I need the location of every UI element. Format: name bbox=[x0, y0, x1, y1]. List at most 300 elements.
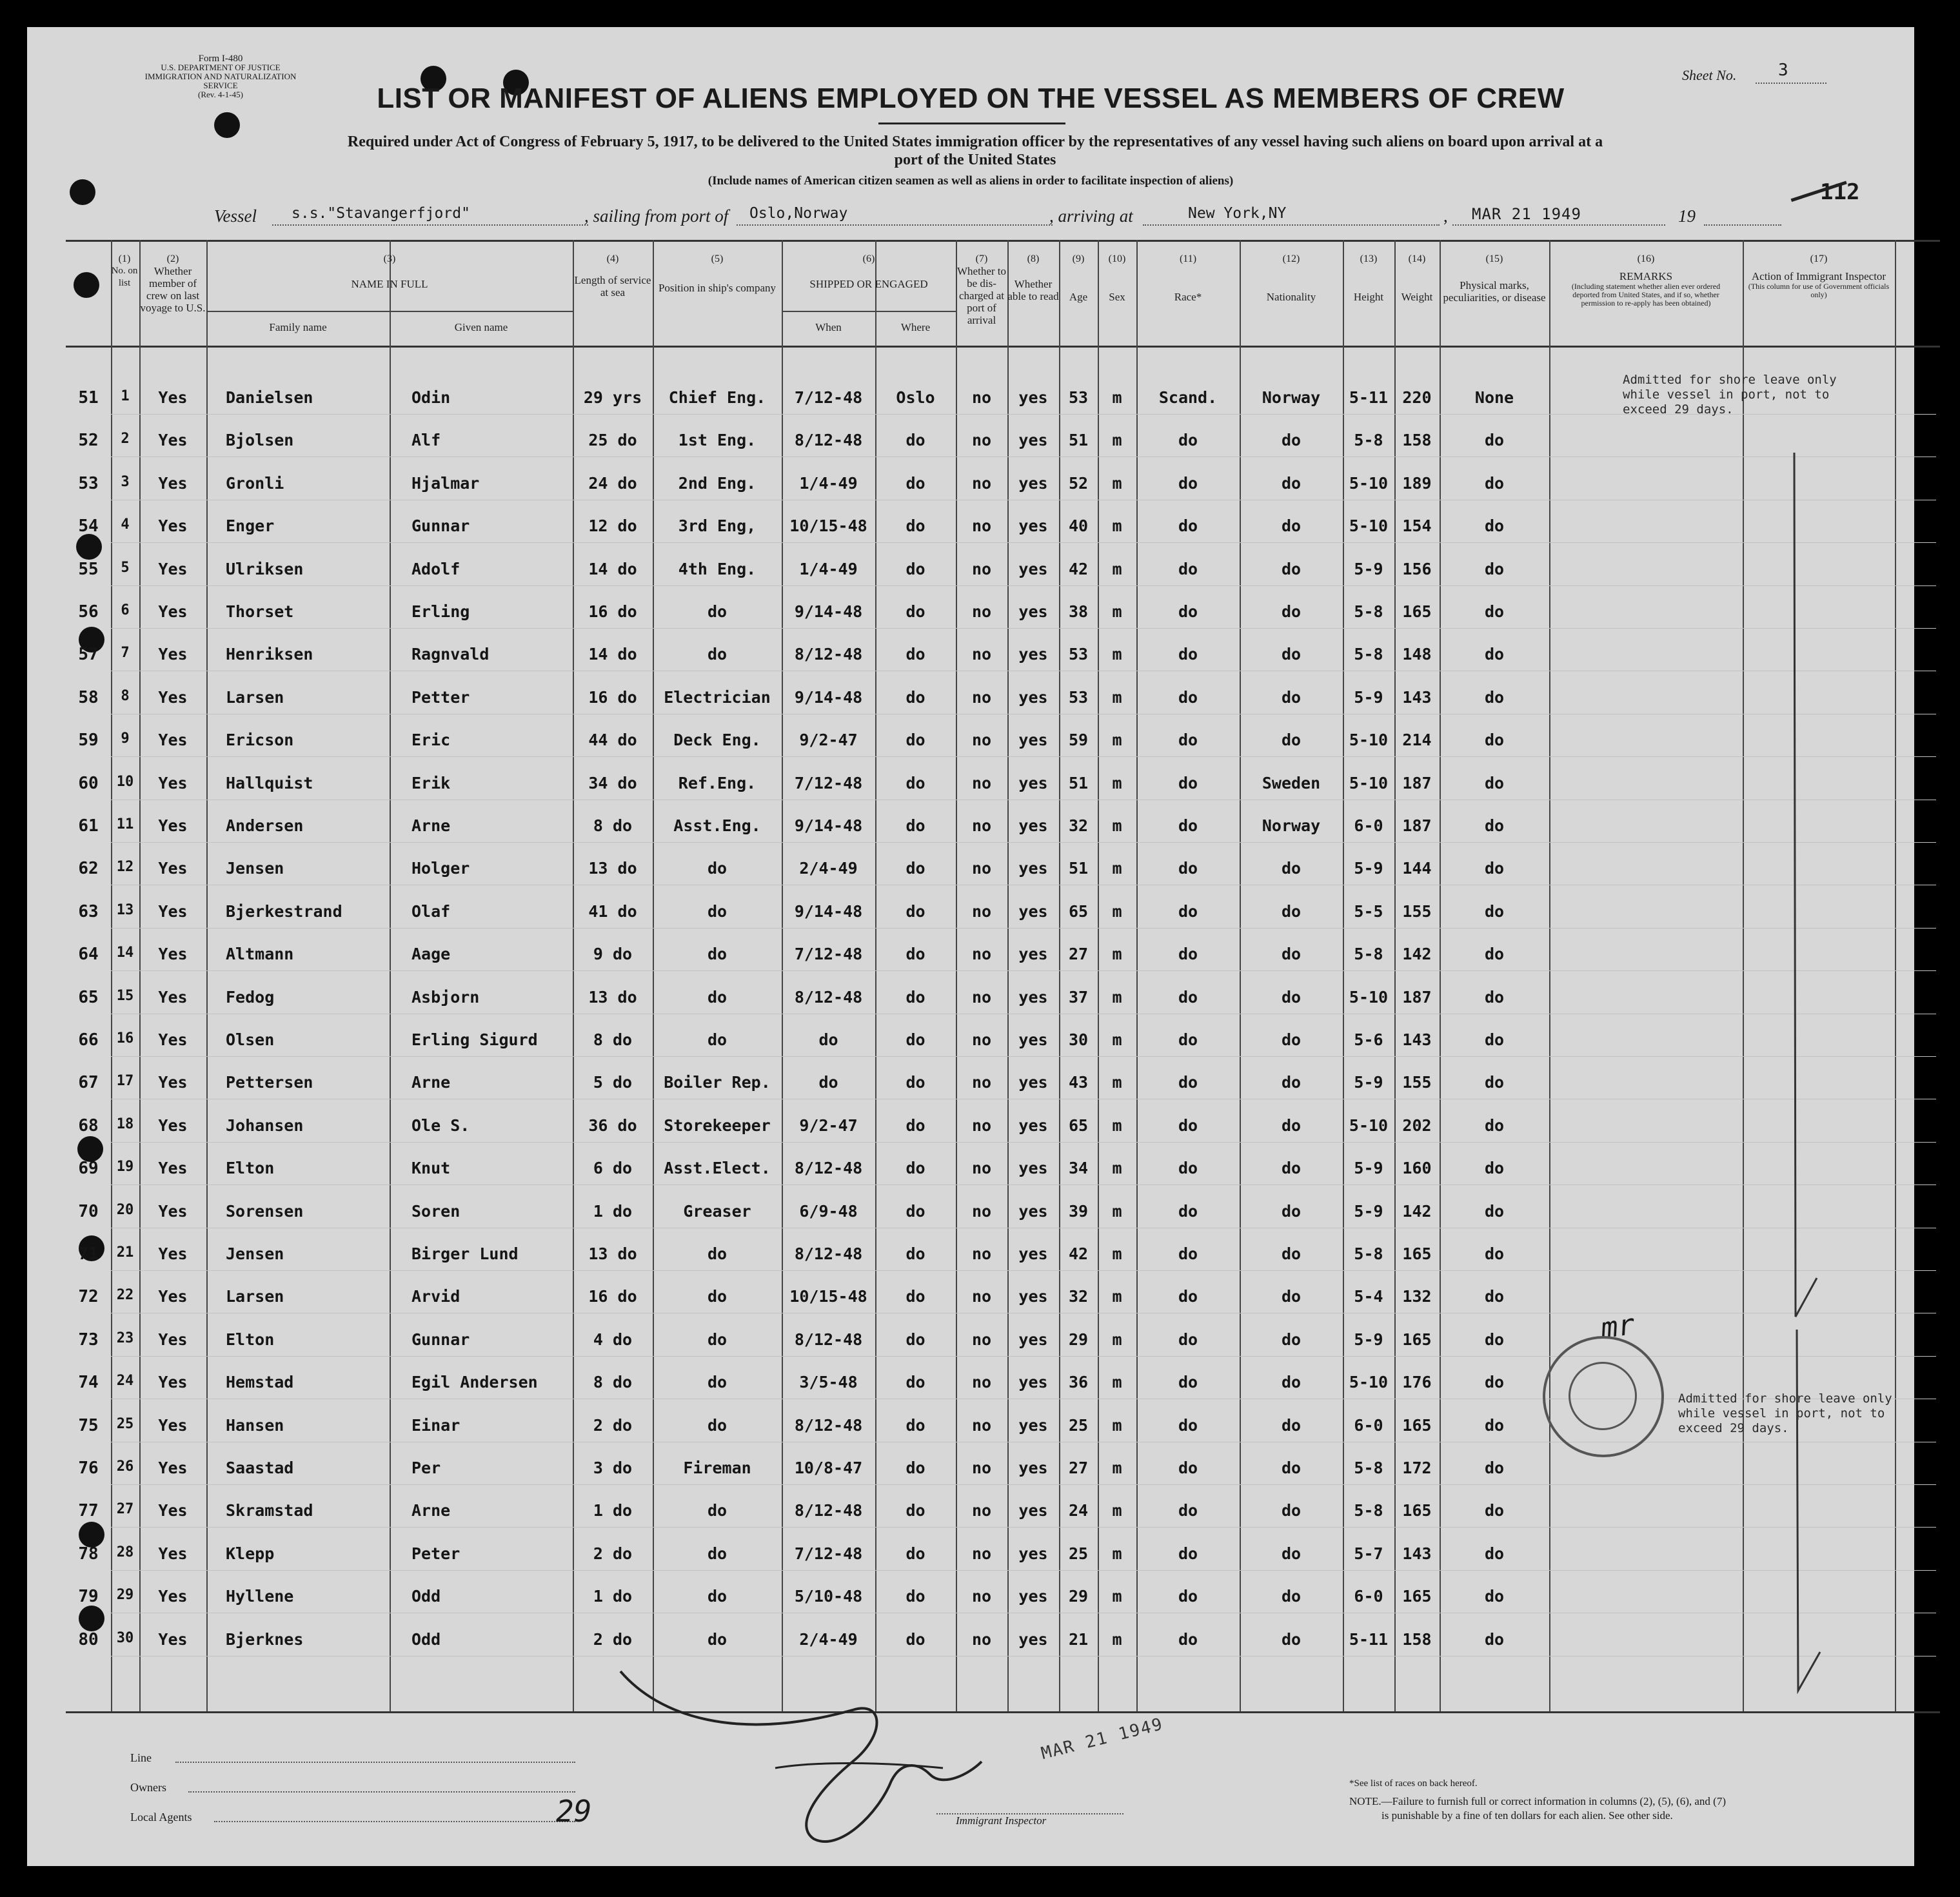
comma: , bbox=[1443, 206, 1448, 226]
cell-nat: do bbox=[1281, 731, 1302, 749]
cell-position: Storekeeper bbox=[664, 1116, 771, 1135]
col-14-label: Weight bbox=[1401, 291, 1433, 303]
cell-height: 5-9 bbox=[1354, 688, 1383, 707]
vessel-line bbox=[272, 224, 588, 226]
cell-nat: Sweden bbox=[1262, 774, 1321, 792]
col-16-number: (16) bbox=[1637, 253, 1655, 264]
cell-line: 54 bbox=[78, 516, 99, 536]
cell-age: 29 bbox=[1068, 1587, 1089, 1606]
cell-nat: do bbox=[1281, 431, 1302, 449]
cell-sex: m bbox=[1112, 945, 1122, 963]
column-divider bbox=[1743, 240, 1744, 1711]
cell-height: 5-8 bbox=[1354, 1244, 1383, 1263]
cell-age: 51 bbox=[1068, 774, 1089, 792]
cell-service: 44 do bbox=[588, 731, 637, 749]
row-rule bbox=[111, 1142, 1936, 1143]
cell-given: Birger Lund bbox=[411, 1244, 519, 1263]
cell-marks: do bbox=[1484, 902, 1505, 921]
col-6-number: (6) bbox=[862, 253, 875, 264]
punch-hole-decoration bbox=[74, 272, 99, 298]
arrival-date-stamp: MAR 21 1949 bbox=[1472, 205, 1581, 223]
cell-marks: do bbox=[1484, 1330, 1505, 1349]
cell-race: do bbox=[1178, 1416, 1198, 1435]
cell-weight: 165 bbox=[1402, 602, 1432, 621]
cell-given: Alf bbox=[411, 431, 441, 449]
col-7-header bbox=[956, 253, 1007, 326]
cell-service: 41 do bbox=[588, 902, 637, 921]
col-11-header bbox=[1136, 253, 1240, 303]
col-15-label: Physical marks, peculiarities, or disease bbox=[1443, 279, 1546, 304]
cell-position: 1st Eng. bbox=[678, 431, 757, 449]
cell-line: 64 bbox=[78, 945, 99, 964]
cell-sex: m bbox=[1112, 1030, 1122, 1049]
remarks-top-line-2: while vessel in port, not to bbox=[1623, 388, 1830, 402]
cell-service: 2 do bbox=[593, 1630, 633, 1649]
cell-sex: m bbox=[1112, 560, 1122, 578]
inspector-check-lines bbox=[1768, 414, 1872, 1704]
cell-nat: do bbox=[1281, 688, 1302, 707]
remarks-top bbox=[1623, 373, 1837, 417]
cell-disch: no bbox=[971, 774, 992, 792]
cell-line: 77 bbox=[78, 1501, 99, 1520]
cell-line: 65 bbox=[78, 988, 99, 1007]
footer-agents-field bbox=[214, 1821, 575, 1822]
cell-line: 63 bbox=[78, 902, 99, 921]
cell-sex: m bbox=[1112, 431, 1122, 449]
cell-sex: m bbox=[1112, 988, 1122, 1007]
cell-height: 5-6 bbox=[1354, 1030, 1383, 1049]
cell-given: Gunnar bbox=[411, 1330, 470, 1349]
cell-when: 8/12-48 bbox=[794, 1330, 863, 1349]
cell-sex: m bbox=[1112, 474, 1122, 493]
cell-sex: m bbox=[1112, 1373, 1122, 1391]
cell-line: 70 bbox=[78, 1202, 99, 1221]
cell-line: 59 bbox=[78, 731, 99, 750]
cell-service: 34 do bbox=[588, 774, 637, 792]
cell-nat: do bbox=[1281, 988, 1302, 1007]
cell-disch: no bbox=[971, 688, 992, 707]
cell-nat: Norway bbox=[1262, 388, 1321, 407]
cell-last: Yes bbox=[158, 516, 188, 535]
cell-read: yes bbox=[1018, 1287, 1048, 1306]
cell-when: 9/2-47 bbox=[799, 1116, 858, 1135]
cell-line: 53 bbox=[78, 474, 99, 493]
cell-age: 21 bbox=[1068, 1630, 1089, 1649]
cell-weight: 160 bbox=[1402, 1159, 1432, 1177]
cell-line: 79 bbox=[78, 1587, 99, 1606]
cell-last: Yes bbox=[158, 774, 188, 792]
cell-read: yes bbox=[1018, 945, 1048, 963]
cell-given: Egil Andersen bbox=[411, 1373, 538, 1391]
cell-race: do bbox=[1178, 516, 1198, 535]
cell-family: Hemstad bbox=[226, 1373, 294, 1391]
cell-last: Yes bbox=[158, 602, 188, 621]
col-8-number: (8) bbox=[1027, 253, 1040, 264]
cell-given: Adolf bbox=[411, 560, 460, 578]
cell-race: do bbox=[1178, 1330, 1198, 1349]
cell-nat: do bbox=[1281, 1501, 1302, 1520]
cell-weight: 132 bbox=[1402, 1287, 1432, 1306]
cell-service: 36 do bbox=[588, 1116, 637, 1135]
cell-read: yes bbox=[1018, 1202, 1048, 1221]
column-divider bbox=[1240, 240, 1241, 1711]
row-rule bbox=[111, 970, 1936, 971]
cell-when: 7/12-48 bbox=[794, 945, 863, 963]
cell-where: do bbox=[906, 774, 926, 792]
punch-hole-decoration bbox=[76, 534, 102, 560]
row-rule bbox=[111, 1527, 1936, 1528]
punch-hole-decoration bbox=[79, 1606, 104, 1631]
cell-disch: no bbox=[971, 431, 992, 449]
cell-marks: do bbox=[1484, 731, 1505, 749]
cell-line: 76 bbox=[78, 1459, 99, 1478]
col-9-header bbox=[1059, 253, 1098, 303]
cell-last: Yes bbox=[158, 731, 188, 749]
cell-weight: 142 bbox=[1402, 1202, 1432, 1221]
cell-no: 9 bbox=[121, 731, 130, 747]
cell-position: do bbox=[707, 1416, 728, 1435]
cell-marks: do bbox=[1484, 1501, 1505, 1520]
cell-when: 10/15-48 bbox=[789, 516, 867, 535]
cell-weight: 220 bbox=[1402, 388, 1432, 407]
cell-age: 42 bbox=[1068, 560, 1089, 578]
cell-race: do bbox=[1178, 774, 1198, 792]
cell-disch: no bbox=[971, 859, 992, 878]
cell-disch: no bbox=[971, 1416, 992, 1435]
cell-read: yes bbox=[1018, 1244, 1048, 1263]
cell-race: do bbox=[1178, 1116, 1198, 1135]
port-line bbox=[737, 224, 1053, 226]
date-line bbox=[1452, 224, 1665, 226]
cell-where: do bbox=[906, 1416, 926, 1435]
cell-last: Yes bbox=[158, 1330, 188, 1349]
cell-family: Henriksen bbox=[226, 645, 313, 663]
cell-when: 2/4-49 bbox=[799, 1630, 858, 1649]
cell-age: 39 bbox=[1068, 1202, 1089, 1221]
cell-where: do bbox=[906, 1630, 926, 1649]
cell-where: do bbox=[906, 1073, 926, 1092]
cell-position: Asst.Elect. bbox=[664, 1159, 771, 1177]
cell-last: Yes bbox=[158, 859, 188, 878]
cell-nat: do bbox=[1281, 1244, 1302, 1263]
cell-where: do bbox=[906, 1501, 926, 1520]
cell-service: 29 yrs bbox=[583, 388, 642, 407]
cell-age: 51 bbox=[1068, 431, 1089, 449]
cell-family: Ulriksen bbox=[226, 560, 304, 578]
cell-where: do bbox=[906, 516, 926, 535]
cell-disch: no bbox=[971, 1459, 992, 1477]
col-3-number: (3) bbox=[383, 253, 396, 264]
cell-family: Gronli bbox=[226, 474, 284, 493]
cell-disch: no bbox=[971, 1287, 992, 1306]
cell-race: do bbox=[1178, 688, 1198, 707]
cell-no: 7 bbox=[121, 645, 130, 661]
cell-position: 4th Eng. bbox=[678, 560, 757, 578]
sheet-number: 3 bbox=[1778, 61, 1788, 80]
cell-sex: m bbox=[1112, 645, 1122, 663]
cell-given: Erling bbox=[411, 602, 470, 621]
cell-no: 18 bbox=[116, 1116, 134, 1132]
cell-weight: 189 bbox=[1402, 474, 1432, 493]
cell-read: yes bbox=[1018, 902, 1048, 921]
cell-where: do bbox=[906, 1159, 926, 1177]
col-10-number: (10) bbox=[1108, 253, 1126, 264]
row-rule bbox=[111, 842, 1936, 843]
cell-read: yes bbox=[1018, 1459, 1048, 1477]
cell-nat: do bbox=[1281, 945, 1302, 963]
subtitle-line-2: port of the United States bbox=[894, 152, 1056, 168]
footer-owners-field bbox=[188, 1791, 575, 1793]
cell-disch: no bbox=[971, 1159, 992, 1177]
cell-service: 1 do bbox=[593, 1501, 633, 1520]
cell-marks: do bbox=[1484, 1630, 1505, 1649]
column-divider bbox=[111, 240, 112, 1711]
cell-when: 9/14-48 bbox=[794, 902, 863, 921]
cell-last: Yes bbox=[158, 1202, 188, 1221]
cell-age: 53 bbox=[1068, 645, 1089, 663]
cell-nat: do bbox=[1281, 1159, 1302, 1177]
cell-read: yes bbox=[1018, 1587, 1048, 1606]
cell-service: 3 do bbox=[593, 1459, 633, 1477]
manifest-title: LIST OR MANIFEST OF ALIENS EMPLOYED ON THE VESSEL AS MEMBERS OF CREW bbox=[377, 83, 1565, 114]
year-line bbox=[1704, 224, 1781, 226]
cell-where: do bbox=[906, 560, 926, 578]
cell-sex: m bbox=[1112, 859, 1122, 878]
cell-position: Fireman bbox=[683, 1459, 751, 1477]
cell-when: 9/14-48 bbox=[794, 816, 863, 835]
row-rule bbox=[111, 1270, 1936, 1271]
sheet-label: Sheet No. bbox=[1682, 67, 1737, 83]
cell-disch: no bbox=[971, 1030, 992, 1049]
cell-no: 30 bbox=[116, 1630, 134, 1646]
cell-last: Yes bbox=[158, 1373, 188, 1391]
footer-line-field bbox=[175, 1762, 575, 1763]
cell-position: do bbox=[707, 859, 728, 878]
cell-weight: 143 bbox=[1402, 1030, 1432, 1049]
col-15-header bbox=[1440, 253, 1549, 304]
cell-family: Danielsen bbox=[226, 388, 313, 407]
cell-nat: do bbox=[1281, 602, 1302, 621]
cell-family: Sorensen bbox=[226, 1202, 304, 1221]
row-rule bbox=[111, 756, 1936, 757]
cell-where: do bbox=[906, 1244, 926, 1263]
cell-given: Holger bbox=[411, 859, 470, 878]
cell-marks: do bbox=[1484, 602, 1505, 621]
cell-sex: m bbox=[1112, 1587, 1122, 1606]
cell-height: 5-9 bbox=[1354, 1073, 1383, 1092]
cell-family: Fedog bbox=[226, 988, 275, 1007]
cell-no: 15 bbox=[116, 988, 134, 1004]
cell-marks: do bbox=[1484, 988, 1505, 1007]
cell-age: 38 bbox=[1068, 602, 1089, 621]
cell-disch: no bbox=[971, 1330, 992, 1349]
cell-service: 16 do bbox=[588, 1287, 637, 1306]
cell-position: do bbox=[707, 1373, 728, 1391]
cell-last: Yes bbox=[158, 902, 188, 921]
cell-given: Asbjorn bbox=[411, 988, 480, 1007]
cell-height: 5-9 bbox=[1354, 560, 1383, 578]
remarks-top-line-3: exceed 29 days. bbox=[1623, 402, 1734, 417]
cell-disch: no bbox=[971, 988, 992, 1007]
cell-disch: no bbox=[971, 1202, 992, 1221]
name-subheader-rule bbox=[206, 311, 573, 312]
cell-family: Thorset bbox=[226, 602, 294, 621]
cell-weight: 156 bbox=[1402, 560, 1432, 578]
cell-nat: do bbox=[1281, 645, 1302, 663]
cell-weight: 165 bbox=[1402, 1244, 1432, 1263]
cell-when: 8/12-48 bbox=[794, 1501, 863, 1520]
cell-disch: no bbox=[971, 516, 992, 535]
cell-marks: do bbox=[1484, 1459, 1505, 1477]
punch-hole-decoration bbox=[79, 1522, 104, 1548]
col-13-number: (13) bbox=[1360, 253, 1378, 264]
cell-family: Larsen bbox=[226, 1287, 284, 1306]
cell-age: 30 bbox=[1068, 1030, 1089, 1049]
column-divider bbox=[390, 240, 391, 1711]
cell-family: Bjerknes bbox=[226, 1630, 304, 1649]
cell-given: Odd bbox=[411, 1630, 441, 1649]
cell-position: 3rd Eng, bbox=[678, 516, 757, 535]
cell-race: do bbox=[1178, 474, 1198, 493]
cell-height: 6-0 bbox=[1354, 1416, 1383, 1435]
cell-race: do bbox=[1178, 1630, 1198, 1649]
cell-line: 80 bbox=[78, 1630, 99, 1649]
col-12-label: Nationality bbox=[1266, 291, 1316, 303]
cell-when: 7/12-48 bbox=[794, 774, 863, 792]
col-1-number: (1) bbox=[118, 253, 131, 264]
col-5-label: Position in ship's company bbox=[658, 282, 777, 294]
form-service: IMMIGRATION AND NATURALIZATION SERVICE bbox=[144, 72, 297, 90]
cell-when: 8/12-48 bbox=[794, 1159, 863, 1177]
cell-service: 13 do bbox=[588, 859, 637, 878]
cell-line: 61 bbox=[78, 816, 99, 836]
cell-age: 53 bbox=[1068, 388, 1089, 407]
cell-sex: m bbox=[1112, 1073, 1122, 1092]
cell-given: Gunnar bbox=[411, 516, 470, 535]
cell-disch: no bbox=[971, 1116, 992, 1135]
row-rule bbox=[111, 628, 1936, 629]
cell-read: yes bbox=[1018, 516, 1048, 535]
cell-last: Yes bbox=[158, 1116, 188, 1135]
col-1-header bbox=[111, 253, 138, 290]
cell-line: 71 bbox=[78, 1244, 99, 1264]
cell-when: 9/14-48 bbox=[794, 602, 863, 621]
cell-given: Ragnvald bbox=[411, 645, 490, 663]
cell-position: do bbox=[707, 602, 728, 621]
cell-nat: do bbox=[1281, 859, 1302, 878]
cell-family: Hansen bbox=[226, 1416, 284, 1435]
arrival-line bbox=[1143, 224, 1440, 226]
vessel-name: s.s."Stavangerfjord" bbox=[292, 205, 470, 222]
cell-weight: 165 bbox=[1402, 1587, 1432, 1606]
cell-weight: 165 bbox=[1402, 1501, 1432, 1520]
col-10-label: Sex bbox=[1109, 291, 1125, 303]
cell-marks: do bbox=[1484, 1544, 1505, 1563]
cell-family: Ericson bbox=[226, 731, 294, 749]
cell-when: 6/9-48 bbox=[799, 1202, 858, 1221]
cell-family: Jensen bbox=[226, 1244, 284, 1263]
cell-line: 56 bbox=[78, 602, 99, 622]
cell-family: Bjolsen bbox=[226, 431, 294, 449]
cell-when: 8/12-48 bbox=[794, 645, 863, 663]
cell-race: do bbox=[1178, 645, 1198, 663]
cell-where: do bbox=[906, 859, 926, 878]
cell-given: Erik bbox=[411, 774, 451, 792]
cell-race: do bbox=[1178, 1287, 1198, 1306]
shipped-subheader-rule bbox=[782, 311, 956, 312]
cell-nat: do bbox=[1281, 1030, 1302, 1049]
cell-where: do bbox=[906, 1330, 926, 1349]
row-rule bbox=[111, 1356, 1936, 1357]
cell-nat: do bbox=[1281, 902, 1302, 921]
cell-no: 10 bbox=[116, 774, 134, 790]
cell-no: 2 bbox=[121, 431, 130, 447]
cell-last: Yes bbox=[158, 945, 188, 963]
cell-sex: m bbox=[1112, 1202, 1122, 1221]
cell-disch: no bbox=[971, 560, 992, 578]
cell-line: 67 bbox=[78, 1073, 99, 1092]
col-16-label: REMARKS bbox=[1619, 270, 1673, 282]
column-divider bbox=[653, 240, 654, 1711]
col-12-header bbox=[1240, 253, 1343, 303]
cell-read: yes bbox=[1018, 1159, 1048, 1177]
column-divider bbox=[875, 240, 876, 1711]
cell-marks: do bbox=[1484, 1030, 1505, 1049]
column-divider bbox=[1549, 240, 1550, 1711]
cell-given: Arne bbox=[411, 1501, 451, 1520]
footer-owners-label: Owners bbox=[130, 1781, 166, 1794]
cell-where: do bbox=[906, 1030, 926, 1049]
cell-position: do bbox=[707, 902, 728, 921]
cell-race: do bbox=[1178, 859, 1198, 878]
cell-given: Aage bbox=[411, 945, 451, 963]
col-4-header bbox=[573, 253, 653, 299]
cell-height: 5-10 bbox=[1349, 1373, 1389, 1391]
cell-race: do bbox=[1178, 1373, 1198, 1391]
cell-service: 13 do bbox=[588, 988, 637, 1007]
column-divider bbox=[1440, 240, 1441, 1711]
cell-family: Enger bbox=[226, 516, 275, 535]
cell-given: Petter bbox=[411, 688, 470, 707]
cell-read: yes bbox=[1018, 731, 1048, 749]
cell-service: 5 do bbox=[593, 1073, 633, 1092]
cell-family: Pettersen bbox=[226, 1073, 313, 1092]
cell-position: Chief Eng. bbox=[668, 388, 766, 407]
cell-line: 68 bbox=[78, 1116, 99, 1135]
cell-service: 8 do bbox=[593, 1030, 633, 1049]
cell-marks: do bbox=[1484, 1073, 1505, 1092]
remarks-top-line-1: Admitted for shore leave only bbox=[1623, 373, 1837, 387]
cell-sex: m bbox=[1112, 1416, 1122, 1435]
inspector-label: Immigrant Inspector bbox=[956, 1814, 1047, 1827]
cell-given: Einar bbox=[411, 1416, 460, 1435]
cell-race: do bbox=[1178, 1459, 1198, 1477]
cell-sex: m bbox=[1112, 388, 1122, 407]
cell-last: Yes bbox=[158, 1159, 188, 1177]
cell-service: 12 do bbox=[588, 516, 637, 535]
cell-disch: no bbox=[971, 1587, 992, 1606]
cell-when: 1/4-49 bbox=[799, 560, 858, 578]
column-divider bbox=[1343, 240, 1344, 1711]
cell-given: Arne bbox=[411, 816, 451, 835]
col-4-number: (4) bbox=[606, 253, 619, 264]
cell-height: 6-0 bbox=[1354, 1587, 1383, 1606]
cell-race: do bbox=[1178, 1244, 1198, 1263]
cell-no: 19 bbox=[116, 1159, 134, 1175]
col-3b-header: Given name bbox=[454, 321, 508, 333]
col-10-header bbox=[1098, 253, 1136, 303]
cell-sex: m bbox=[1112, 1244, 1122, 1263]
